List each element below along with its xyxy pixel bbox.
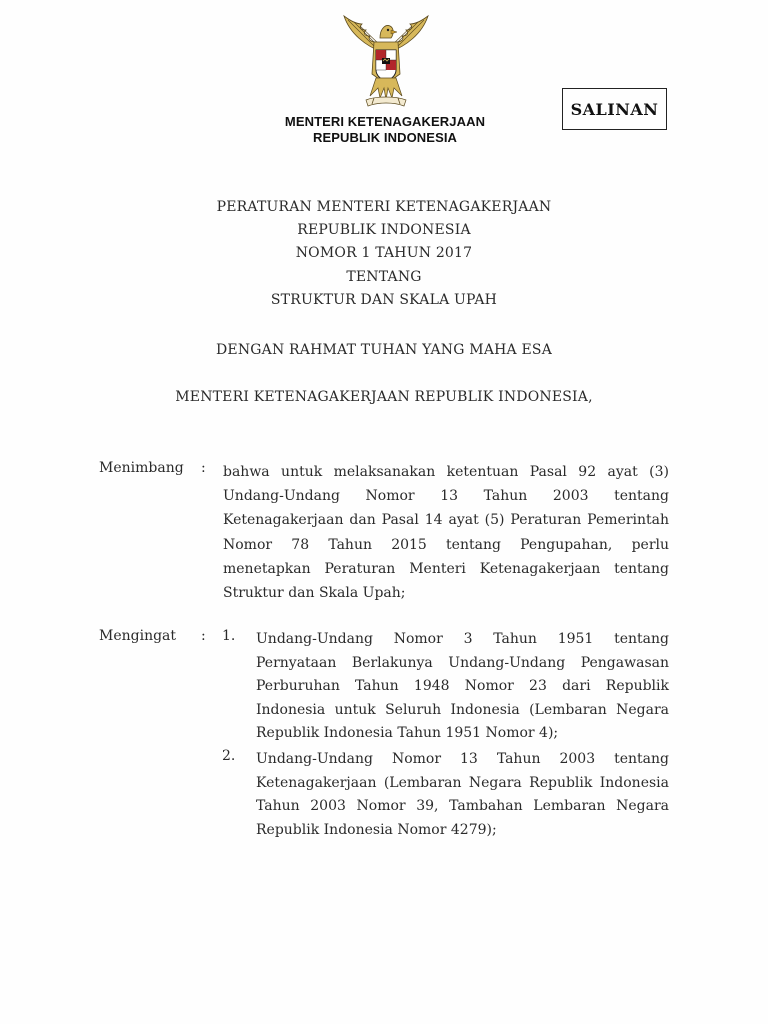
- authority-line: MENTERI KETENAGAKERJAAN REPUBLIK INDONESIA,: [175, 389, 593, 405]
- mengingat-label: Mengingat: [99, 628, 177, 644]
- ministry-title: MENTERI KETENAGAKERJAAN: [284, 114, 486, 129]
- salinan-stamp: SALINAN: [562, 88, 667, 130]
- list-item: Undang-Undang Nomor 3 Tahun 1951 tentang Pernyataan Berlakunya Undang-Undang Pengawasan Perburuhan Tahun 1948 Nomor 23 dari Republik Indonesia untuk Seluruh Indonesia (Lembaran Negara Republik Indonesia Tahun 1951 Nomor 4);: [256, 631, 669, 742]
- regulation-about: TENTANG: [346, 269, 422, 285]
- menimbang-text: bahwa untuk melaksanakan ketentuan Pasal 92 ayat (3) Undang-Undang Nomor 13 Tahun 2003 tentang Ketenagakerjaan dan Pasal 14 ayat (5) Peraturan Pemerintah Nomor 78 Tahun 2015 tentang Pengupahan, perlu menetapkan Peraturan Menteri Ketenagakerjaan tentang Struktur dan Skala Upah;: [223, 464, 669, 602]
- regulation-number: NOMOR 1 TAHUN 2017: [295, 245, 473, 261]
- list-item-number: 2.: [222, 748, 236, 764]
- blessing-line: DENGAN RAHMAT TUHAN YANG MAHA ESA: [215, 342, 553, 358]
- garuda-emblem-icon: [336, 12, 436, 110]
- menimbang-colon: :: [201, 460, 206, 476]
- ministry-country: REPUBLIK INDONESIA: [312, 130, 458, 145]
- regulation-country: REPUBLIK INDONESIA: [297, 222, 471, 238]
- regulation-subject: STRUKTUR DAN SKALA UPAH: [270, 292, 498, 308]
- regulation-title: PERATURAN MENTERI KETENAGAKERJAAN: [216, 199, 552, 215]
- mengingat-colon: :: [201, 628, 206, 644]
- list-item: Undang-Undang Nomor 13 Tahun 2003 tentang Ketenagakerjaan (Lembaran Negara Republik Indonesia Tahun 2003 Nomor 39, Tambahan Lembaran Negara Republik Indonesia Nomor 4279);: [256, 751, 669, 838]
- list-item-number: 1.: [222, 628, 236, 644]
- menimbang-label: Menimbang: [99, 460, 184, 476]
